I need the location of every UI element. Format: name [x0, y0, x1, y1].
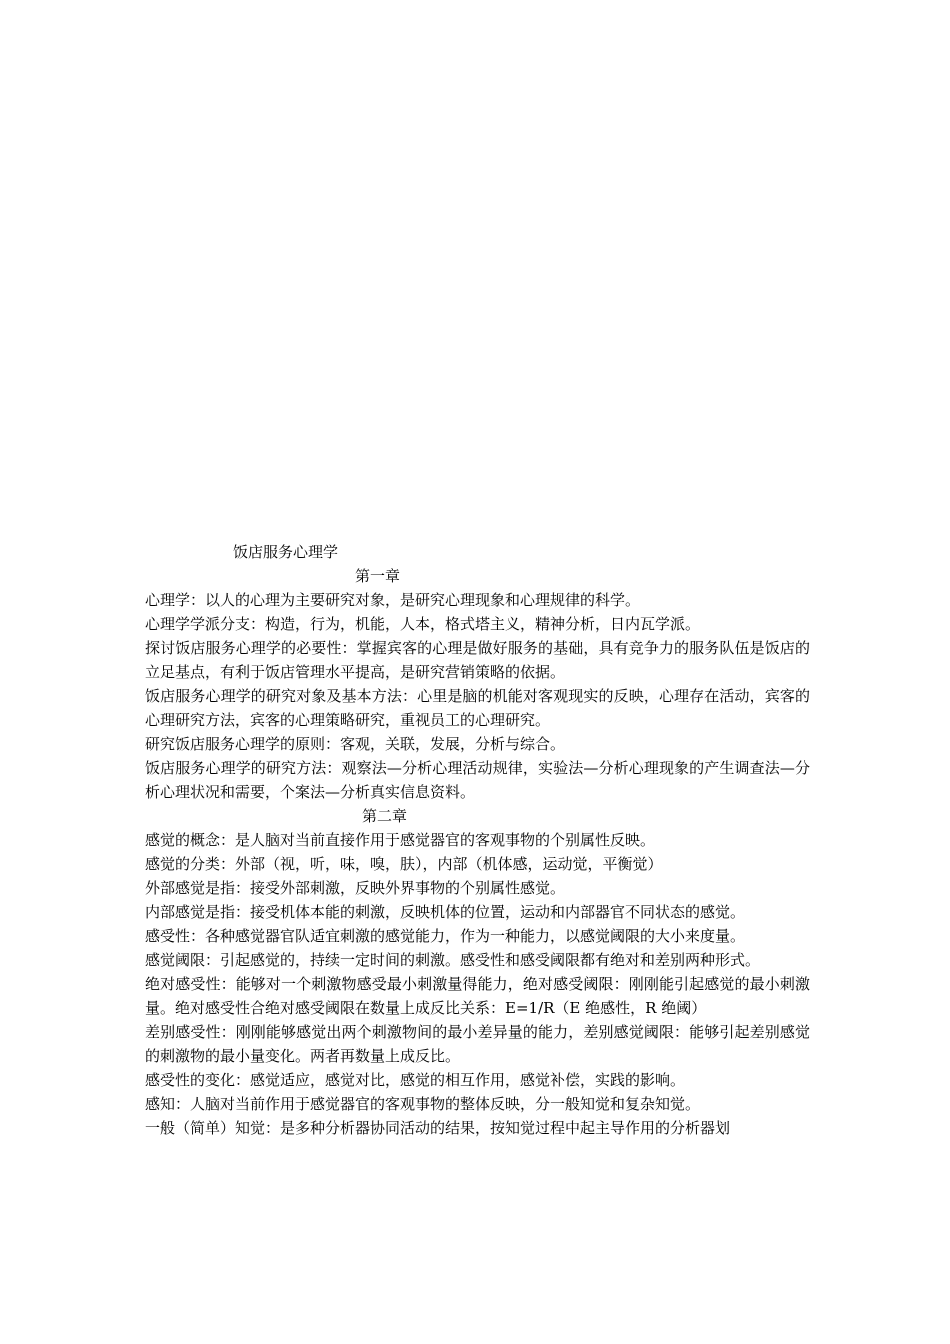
- paragraph: 差别感受性：刚刚能够感觉出两个刺激物间的最小差异量的能力，差别感觉阈限：能够引起差别感觉的刺激物的最小量变化。两者再数量上成反比。: [145, 1023, 810, 1065]
- document-body: [145, 540, 810, 1140]
- chapter-heading-1: 第一章: [355, 567, 401, 585]
- paragraph: 感受性的变化：感觉适应，感觉对比，感觉的相互作用，感觉补偿，实践的影响。: [145, 1071, 686, 1089]
- paragraph: 感觉阈限：引起感觉的，持续一定时间的刺激。感受性和感受阈限都有绝对和差别两种形式。: [145, 951, 761, 969]
- paragraph: 绝对感受性：能够对一个刺激物感受最小刺激量得能力，绝对感受阈限：刚刚能引起感觉的最小刺激量。绝对感受性合绝对感受阈限在数量上成反比关系：E=1/R（E 绝感性，R 绝阈）: [145, 975, 810, 1017]
- paragraph: 感受性：各种感觉器官队适宜刺激的感觉能力，作为一种能力，以感觉阈限的大小来度量。: [145, 927, 746, 945]
- paragraph: 感觉的分类：外部（视，听，味，嗅，肤），内部（机体感，运动觉，平衡觉）: [145, 855, 663, 873]
- paragraph: 内部感觉是指：接受机体本能的刺激，反映机体的位置，运动和内部器官不同状态的感觉。: [145, 903, 746, 921]
- paragraph: 研究饭店服务心理学的原则：客观，关联，发展，分析与综合。: [145, 735, 566, 753]
- chapter-heading-2: 第二章: [362, 807, 408, 825]
- paragraph: 一般（简单）知觉：是多种分析器协同活动的结果，按知觉过程中起主导作用的分析器划: [145, 1119, 731, 1137]
- paragraph: 外部感觉是指：接受外部刺激，反映外界事物的个别属性感觉。: [145, 879, 566, 897]
- paragraph: 感觉的概念：是人脑对当前直接作用于感觉器官的客观事物的个别属性反映。: [145, 831, 656, 849]
- paragraph: 探讨饭店服务心理学的必要性：掌握宾客的心理是做好服务的基础，具有竞争力的服务队伍是饭店的立足基点，有利于饭店管理水平提高，是研究营销策略的依据。: [145, 639, 810, 681]
- paragraph: 饭店服务心理学的研究对象及基本方法：心里是脑的机能对客观现实的反映，心理存在活动，宾客的心理研究方法，宾客的心理策略研究，重视员工的心理研究。: [145, 687, 810, 729]
- paragraph: 饭店服务心理学的研究方法：观察法—分析心理活动规律，实验法—分析心理现象的产生调查法—分析心理状况和需要，个案法—分析真实信息资料。: [145, 759, 810, 801]
- paragraph: 感知：人脑对当前作用于感觉器官的客观事物的整体反映，分一般知觉和复杂知觉。: [145, 1095, 701, 1113]
- paragraph: 心理学：以人的心理为主要研究对象，是研究心理现象和心理规律的科学。: [145, 591, 641, 609]
- document-title: 饭店服务心理学: [233, 543, 339, 561]
- paragraph: 心理学学派分支：构造，行为，机能，人本，格式塔主义，精神分析，日内瓦学派。: [145, 615, 701, 633]
